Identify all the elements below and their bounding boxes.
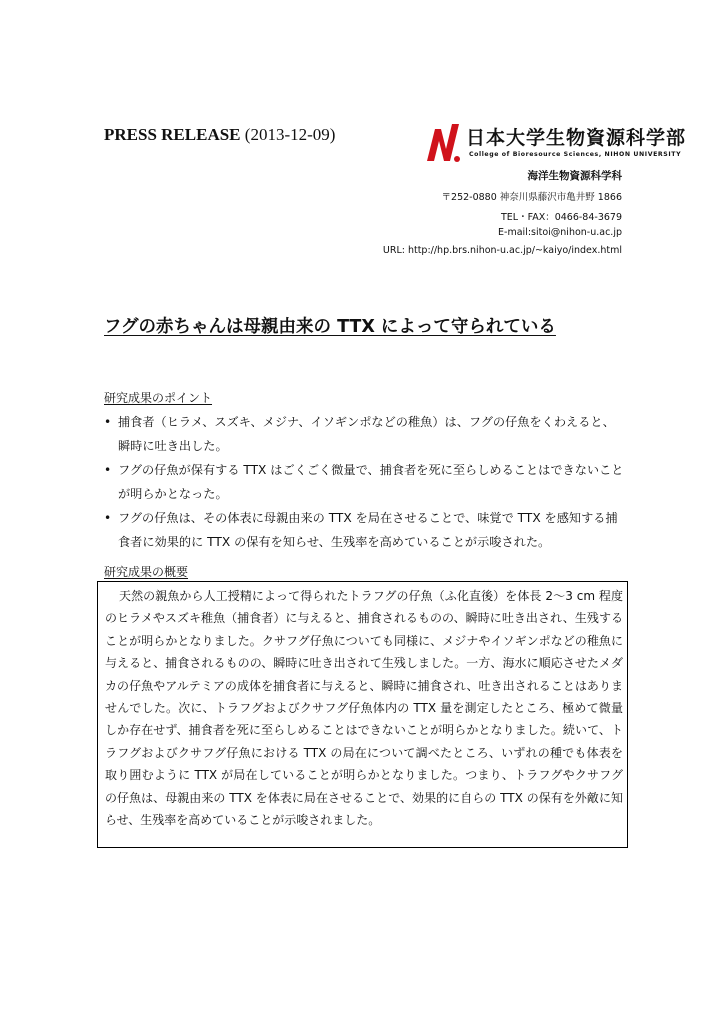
- list-item: [104, 410, 624, 458]
- bullet-icon: •: [104, 415, 112, 429]
- postal-address: 〒252-0880 神奈川県藤沢市亀井野 1866: [441, 192, 622, 203]
- bullet-icon: •: [104, 463, 112, 477]
- email-address[interactable]: E-mail:sitoi@nihon-u.ac.jp: [498, 227, 622, 238]
- point-text: フグの仔魚が保有する TTX はごくごく微量で、捕食者を死に至らしめることはできないことが明らかとなった。: [118, 463, 624, 501]
- summary-text: 天然の親魚から人工授精によって得られたトラフグの仔魚（ふ化直後）を体長 2〜3 cm 程度のヒラメやスズキ稚魚（捕食者）に与えると、捕食されるものの、瞬時に吐き出され、生残することが明らかとなりました。クサフグ仔魚についても同様に、メジナやイソギンポなどの稚魚に与えると、捕食されるものの、瞬時に吐き出されて生残しました。一方、海水に順応させたメダカの仔魚やアルテミアの成体を捕食者に与えると、瞬時に捕食され、吐き出されることはありませんでした。次に、トラフグおよびクサフグ仔魚体内の TTX 量を測定したところ、極めて微量しか存在せず、捕食者を死に至らしめることはできないことが明らかとなりました。続いて、トラフグおよびクサフグ仔魚における TTX の局在について調べたところ、いずれの種でも体表を取り囲むように TTX が局在していることが明らかとなりました。つまり、トラフグやクサフグの仔魚は、母親由来の TTX を体表に局在させることで、効果的に自らの TTX の保有を外敵に知らせ、生残率を高めていることが示唆されました。: [105, 589, 623, 828]
- university-logo-mark: [424, 121, 464, 163]
- press-release-label: PRESS RELEASE: [104, 125, 241, 144]
- press-headline: フグの赤ちゃんは母親由来の TTX によって守られている: [104, 317, 556, 337]
- list-item: [104, 506, 624, 554]
- tel-fax: TEL・FAX：0466-84-3679: [501, 212, 622, 223]
- press-release-date: (2013-12-09): [244, 125, 336, 144]
- point-text: 捕食者（ヒラメ、スズキ、メジナ、イソギンポなどの稚魚）は、フグの仔魚をくわえると、瞬時に吐き出した。: [118, 415, 615, 453]
- press-release-header: [104, 125, 335, 145]
- summary-heading: 研究成果の概要: [104, 565, 189, 579]
- point-text: フグの仔魚は、その体表に母親由来の TTX を局在させることで、味覚で TTX を感知する捕食者に効果的に TTX の保有を知らせ、生残率を高めていることが示唆された。: [118, 511, 618, 549]
- department-name: 海洋生物資源科学科: [527, 170, 622, 182]
- list-item: [104, 458, 624, 506]
- faculty-logo-title: 日本大学生物資源科学部: [466, 127, 687, 149]
- points-heading: 研究成果のポイント: [104, 391, 213, 405]
- website-url[interactable]: URL: http://hp.brs.nihon-u.ac.jp/~kaiyo/index.html: [382, 245, 622, 256]
- faculty-logo-subtitle: College of Bioresource Sciences, NIHON UNIVERSITY: [469, 151, 682, 158]
- summary-box: [97, 581, 628, 848]
- bullet-icon: •: [104, 511, 112, 525]
- points-list: [104, 410, 624, 554]
